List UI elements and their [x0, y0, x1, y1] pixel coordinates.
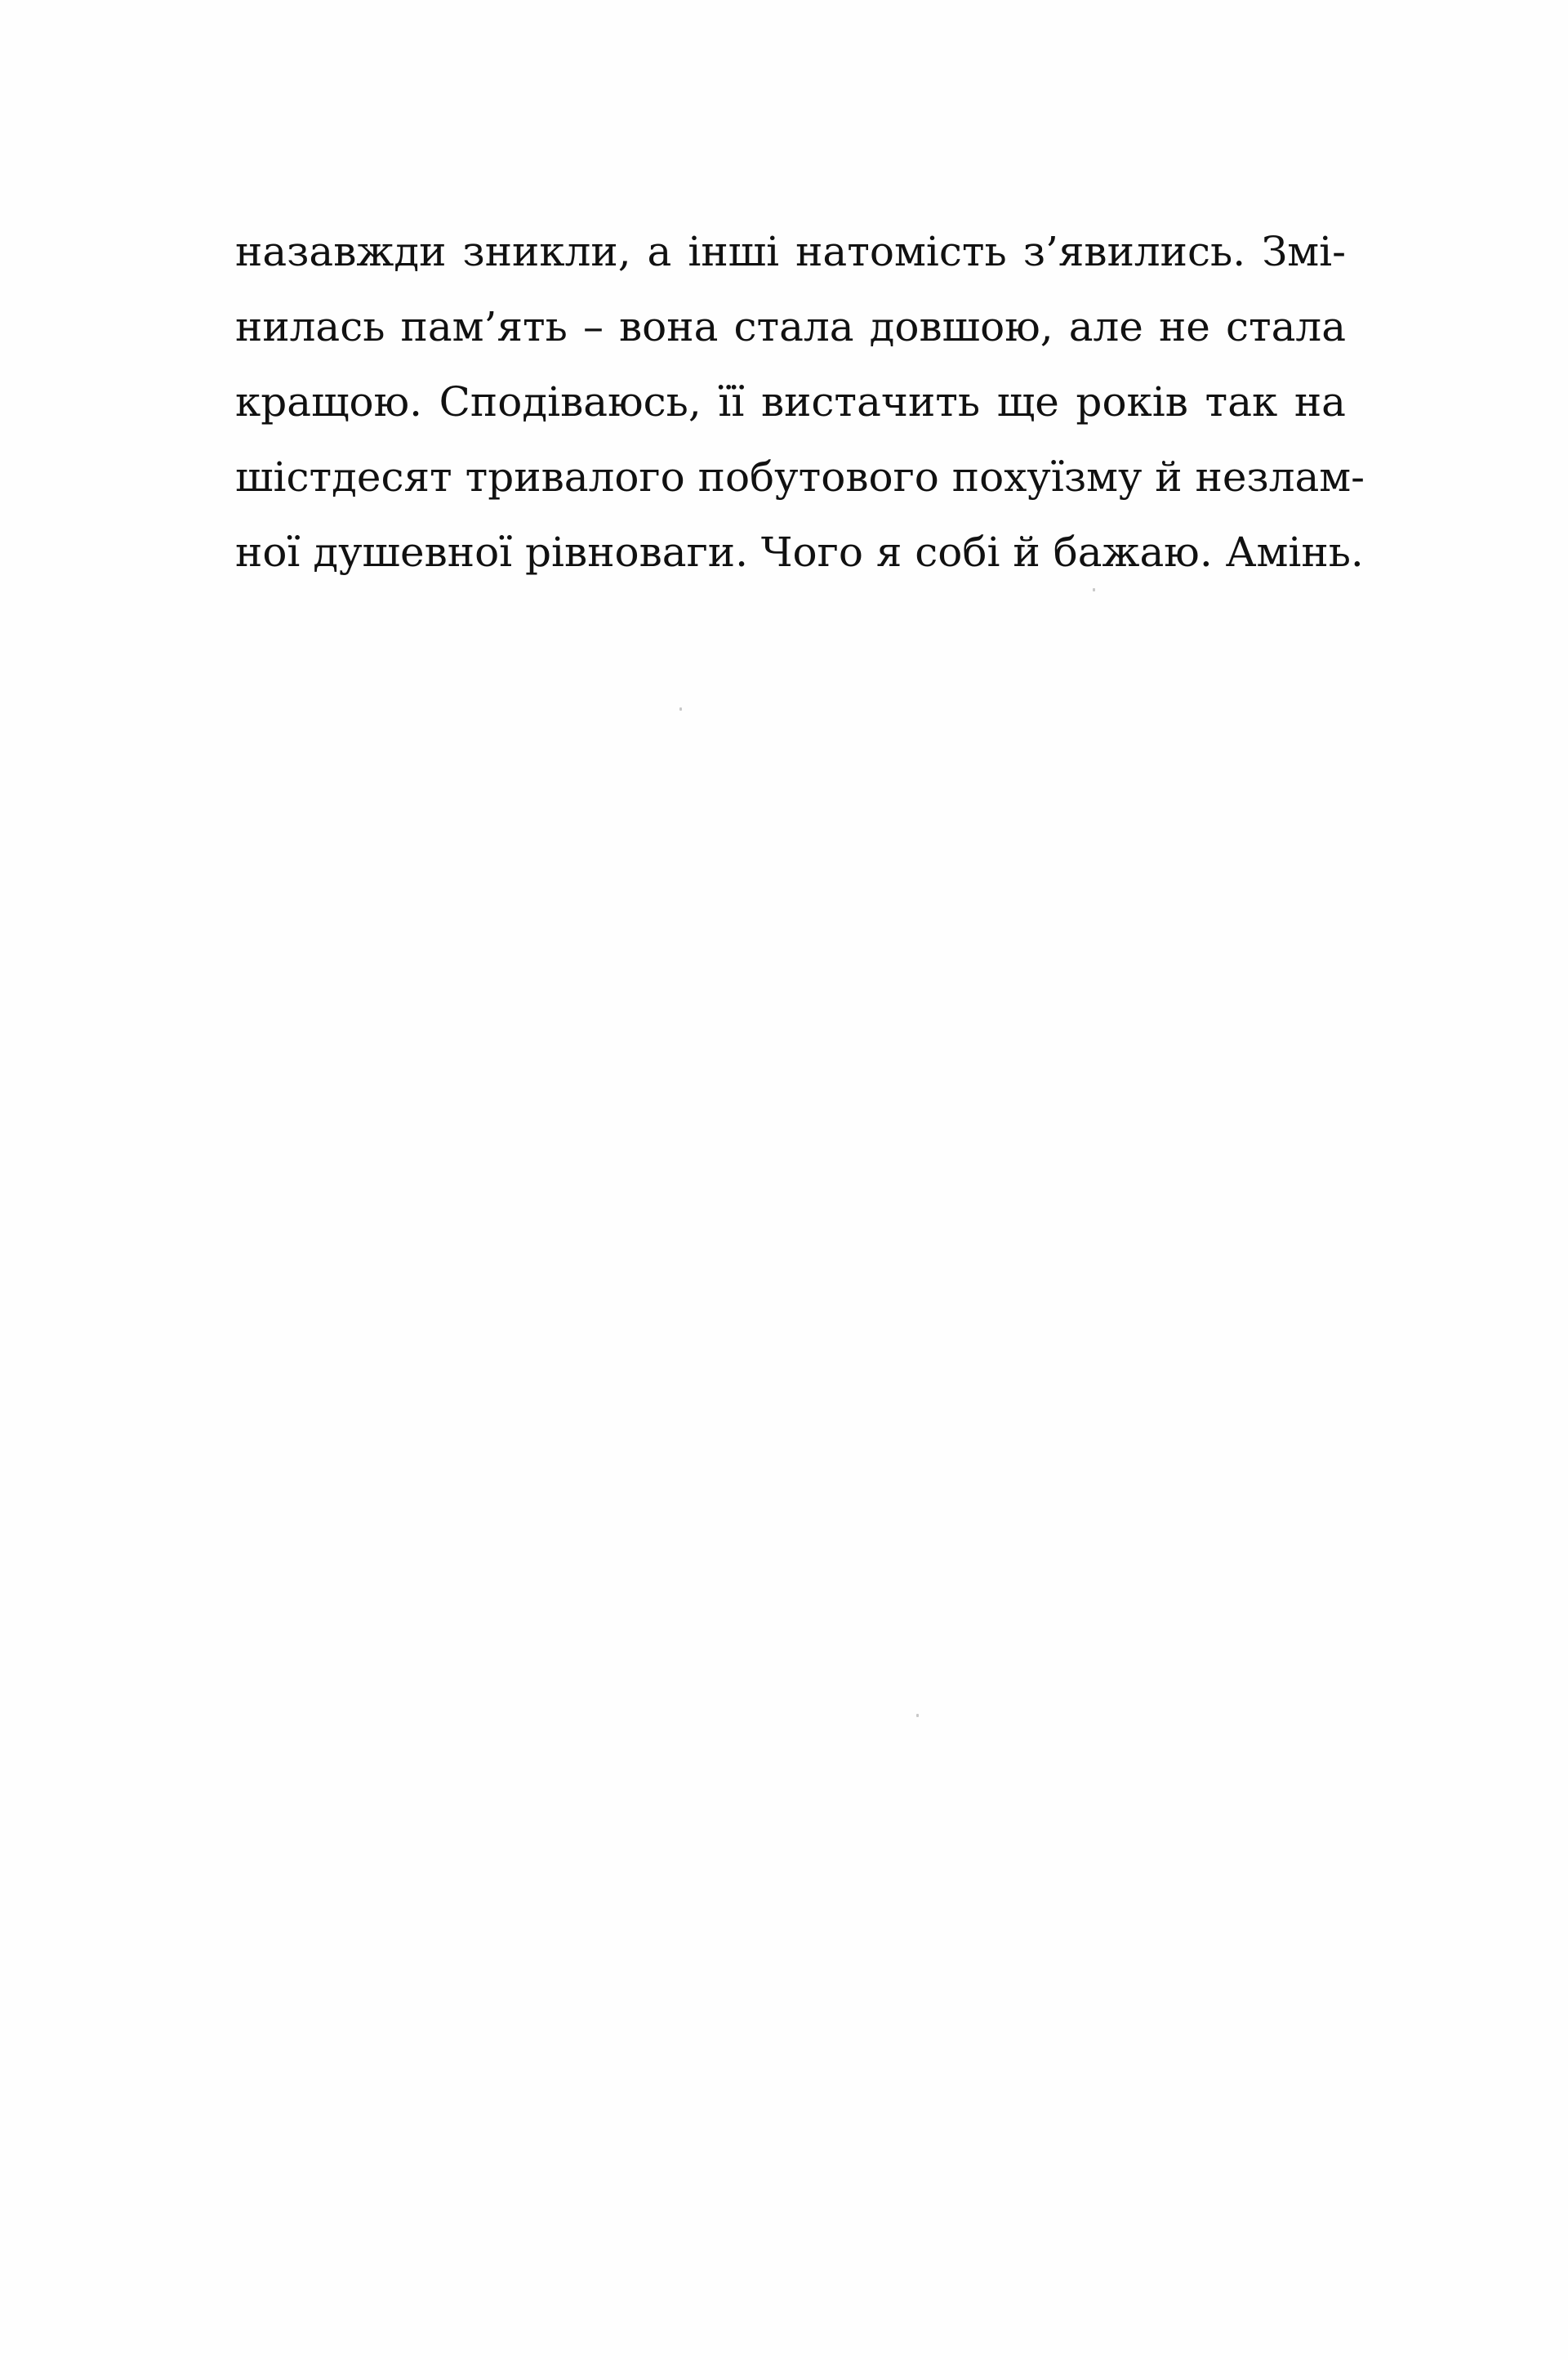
paragraph-line-5: ної душевної рівноваги. Чого я собі й бажаю. Амінь. [235, 529, 1364, 576]
paragraph-line-1: назавжди зникли, а інші натомість з’явились. Змі- [235, 228, 1346, 275]
scan-speck [1093, 588, 1095, 591]
paragraph [235, 214, 1365, 590]
scan-speck [679, 707, 682, 711]
paragraph-line-3: кращою. Сподіваюсь, її вистачить ще років так на [235, 378, 1346, 426]
paragraph-line-4: шістдесят тривалого побутового похуїзму й незлам- [235, 453, 1365, 501]
paragraph-line-2: нилась пам’ять – вона стала довшою, але не стала [235, 303, 1346, 350]
scan-speck [916, 1714, 919, 1717]
